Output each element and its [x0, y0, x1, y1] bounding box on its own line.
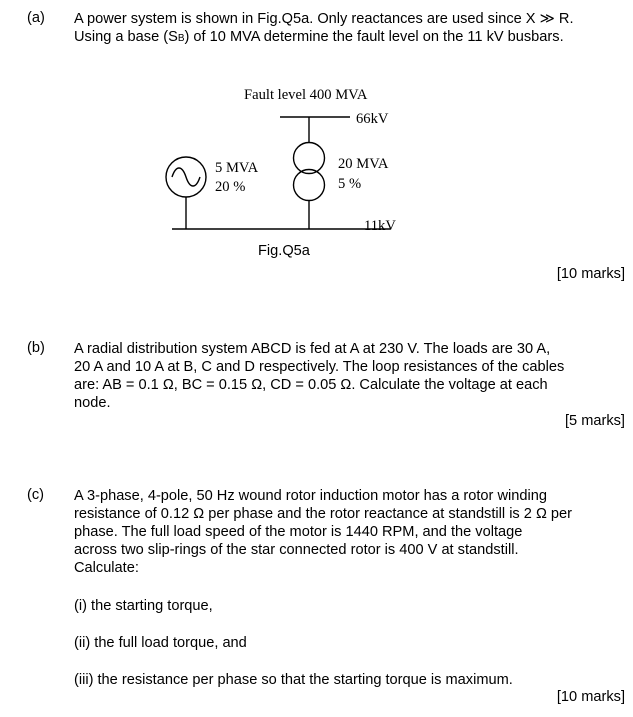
part-c-line: Calculate:: [74, 560, 139, 576]
part-c-line: across two slip-rings of the star connected rotor is 400 V at standstill.: [74, 542, 519, 558]
ac-wave-icon: [172, 168, 200, 186]
base-subscript: B: [177, 33, 185, 44]
part-b-marks: [5 marks]: [564, 413, 625, 429]
part-c-item-ii: (ii) the full load torque, and: [74, 635, 247, 651]
part-b-line: 20 A and 10 A at B, C and D respectively. The loop resistances of the cables: [74, 359, 565, 375]
figure-caption: Fig.Q5a: [258, 243, 310, 259]
transformer-reactance: 5 %: [338, 176, 362, 192]
part-a-label: (a): [27, 10, 45, 26]
part-b-line: A radial distribution system ABCD is fed at A at 230 V. The loads are 30 A,: [74, 341, 551, 357]
part-a-line-1-text: A power system is shown in Fig.Q5a. Only reactances are used since X: [74, 11, 540, 27]
part-b-label: (b): [27, 340, 45, 356]
part-c-item-i: (i) the starting torque,: [74, 598, 213, 614]
part-c-line: A 3-phase, 4-pole, 50 Hz wound rotor induction motor has a rotor winding: [74, 488, 547, 504]
part-b-line: are: AB = 0.1 Ω, BC = 0.15 Ω, CD = 0.05 Ω. Calculate the voltage at each: [74, 377, 548, 393]
part-b-question: [74, 340, 626, 412]
transformer-rating: 20 MVA: [338, 156, 389, 172]
fault-level-label: Fault level 400 MVA: [244, 87, 368, 103]
part-c-label: (c): [27, 487, 45, 503]
hv-bus-voltage: 66kV: [356, 111, 389, 127]
part-a-marks: [10 marks]: [556, 266, 625, 282]
part-a-line-1-end: R.: [554, 11, 574, 27]
part-a-line-2-text: Using a base (S: [74, 29, 178, 45]
part-a-line-2-end: ) of 10 MVA determine the fault level on the 11 kV busbars.: [184, 29, 564, 45]
lv-bus-voltage: 11kV: [364, 218, 396, 234]
much-greater-symbol: ≫: [539, 11, 555, 27]
part-c-line: resistance of 0.12 Ω per phase and the rotor reactance at standstill is 2 Ω per: [74, 506, 573, 522]
part-c-marks: [10 marks]: [556, 689, 625, 705]
part-b-line: node.: [74, 395, 111, 411]
part-c-question: [74, 487, 626, 577]
generator-reactance: 20 %: [215, 179, 246, 195]
generator-rating: 5 MVA: [215, 160, 259, 176]
part-c-item-iii: (iii) the resistance per phase so that the starting torque is maximum.: [74, 672, 513, 688]
part-c-line: phase. The full load speed of the motor is 1440 RPM, and the voltage: [74, 524, 523, 540]
